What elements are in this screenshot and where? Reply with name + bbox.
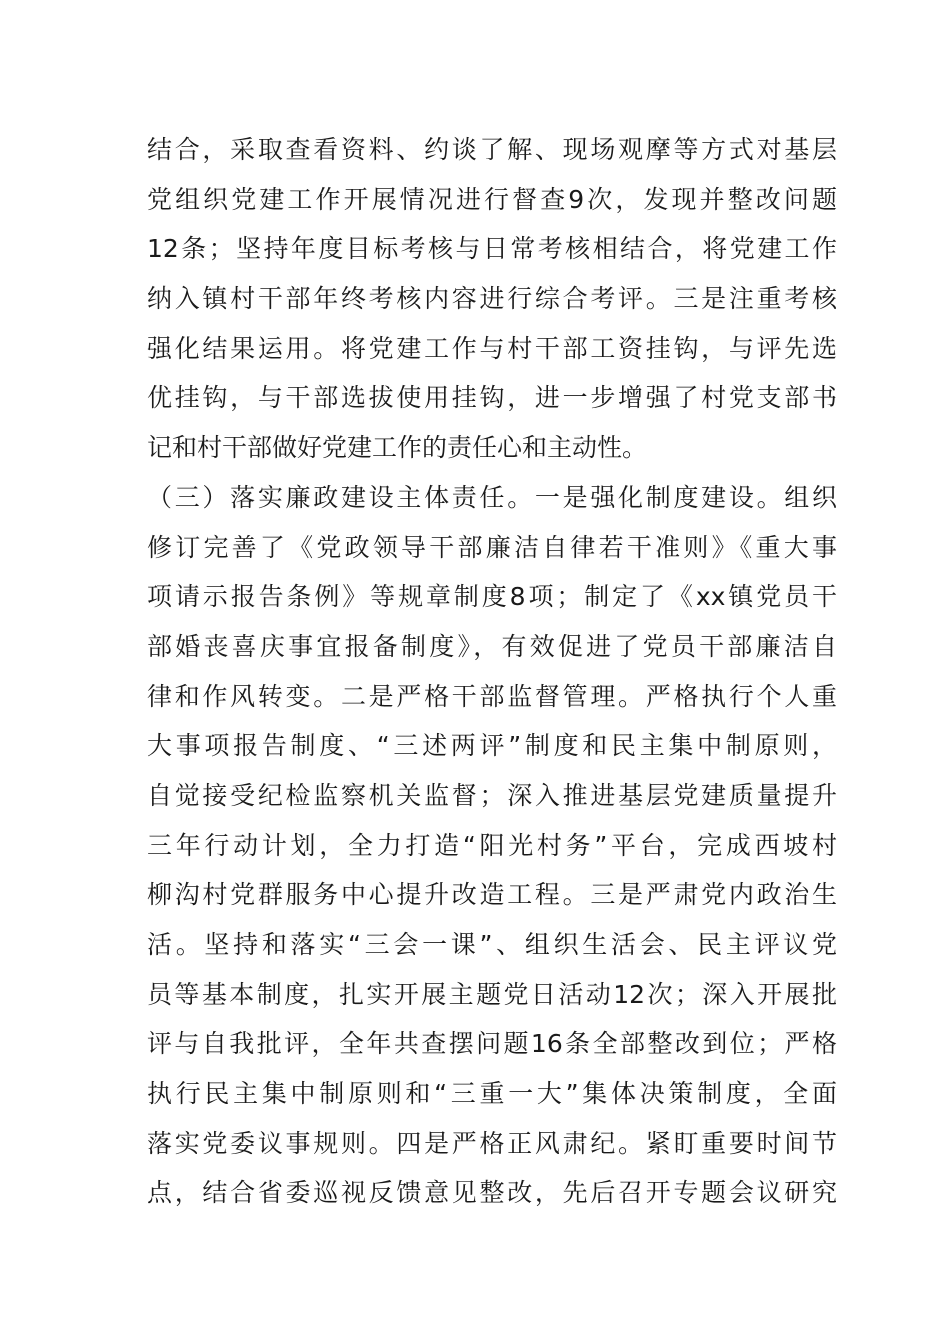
text-line-4: 纳入镇村干部年终考核内容进行综合考评。三是注重考核 — [147, 284, 837, 314]
text-line-10: 项请示报告条例》等规章制度8项；制定了《xx镇党员干 — [147, 582, 837, 612]
text-line-13: 大事项报告制度、“三述两评”制度和民主集中制原则， — [147, 731, 837, 761]
text-line-12: 律和作风转变。二是严格干部监督管理。严格执行个人重 — [147, 681, 837, 711]
text-line-2: 党组织党建工作开展情况进行督查9次，发现并整改问题 — [147, 184, 837, 214]
text-line-14: 自觉接受纪检监察机关监督；深入推进基层党建质量提升 — [147, 780, 837, 810]
text-line-18: 员等基本制度，扎实开展主题党日活动12次；深入开展批 — [147, 979, 837, 1009]
text-line-8: （三）落实廉政建设主体责任。一是强化制度建设。组织 — [147, 482, 837, 512]
text-line-9: 修订完善了《党政领导干部廉洁自律若干准则》《重大事 — [147, 532, 837, 562]
text-line-7: 记和村干部做好党建工作的责任心和主动性。 — [147, 433, 648, 463]
text-line-22: 点，结合省委巡视反馈意见整改，先后召开专题会议研究 — [147, 1178, 837, 1208]
body-text — [147, 125, 837, 1218]
text-line-1: 结合，采取查看资料、约谈了解、现场观摩等方式对基层 — [147, 135, 837, 164]
text-line-17: 活。坚持和落实“三会一课”、组织生活会、民主评议党 — [147, 930, 837, 959]
text-line-15: 三年行动计划，全力打造“阳光村务”平台，完成西坡村 — [147, 830, 837, 860]
text-line-11: 部婚丧喜庆事宜报备制度》，有效促进了党员干部廉洁自 — [147, 631, 837, 661]
text-line-19: 评与自我批评，全年共查摆问题16条全部整改到位；严格 — [147, 1029, 837, 1059]
text-line-20: 执行民主集中制原则和“三重一大”集体决策制度，全面 — [147, 1079, 837, 1109]
text-line-6: 优挂钩，与干部选拔使用挂钩，进一步增强了村党支部书 — [147, 383, 837, 413]
text-line-3: 12条；坚持年度目标考核与日常考核相结合，将党建工作 — [147, 234, 837, 264]
text-line-5: 强化结果运用。将党建工作与村干部工资挂钩，与评先选 — [147, 333, 837, 363]
text-line-21: 落实党委议事规则。四是严格正风肃纪。紧盯重要时间节 — [147, 1128, 837, 1158]
text-line-16: 柳沟村党群服务中心提升改造工程。三是严肃党内政治生 — [147, 880, 837, 910]
